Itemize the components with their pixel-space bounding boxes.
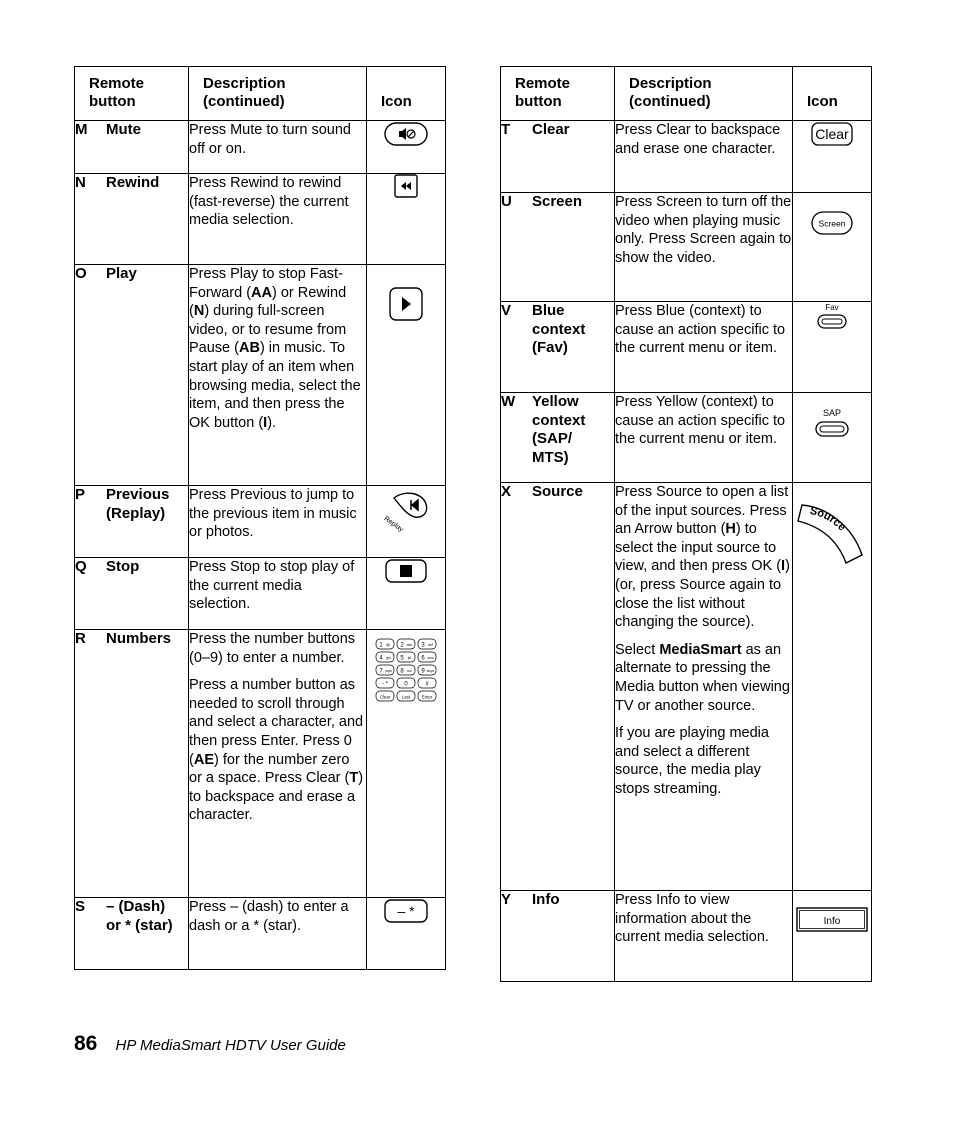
keypad-key-label: # (425, 681, 429, 688)
row-button-name: Clear (532, 121, 570, 138)
row-button-name: Yellow context (SAP/ MTS) (532, 393, 586, 466)
svg-text:Source (809, 505, 848, 534)
row-button-name: – (Dash) or * (star) (106, 898, 173, 934)
table-row (501, 193, 872, 302)
keypad-key-label: 2 (400, 642, 404, 649)
keypad-key-label: 5 (400, 655, 404, 662)
table-row (501, 302, 872, 393)
bold-ref: I (781, 558, 786, 575)
dash-star-icon-label: – * (397, 903, 415, 919)
row-description: Press Clear to backspace and erase one character. (615, 122, 781, 157)
keypad-key-label: - * (382, 681, 388, 688)
bold-ref: AB (238, 340, 260, 357)
row-button-name: Previous (Replay) (106, 486, 170, 522)
table-row (75, 121, 446, 174)
row-button-name: Blue context (Fav) (532, 302, 586, 357)
keypad-key-label: 4 (379, 655, 383, 662)
header-icon: Icon (793, 67, 872, 121)
row-button-name: Mute (106, 121, 141, 138)
right-button-table (500, 66, 872, 982)
fav-icon-label: Fav (825, 303, 839, 312)
rewind-icon (367, 174, 446, 265)
keypad-key-label: 0 (404, 681, 408, 688)
table-row (75, 898, 446, 970)
row-letter: X (501, 483, 512, 500)
bold-ref: AA (251, 284, 272, 301)
row-description: Press – (dash) to enter a dash or a * (star). (189, 899, 349, 934)
row-description: Press the number buttons (0–9) to enter a number. (189, 631, 356, 666)
row-description: Press Info to view information about the current media selection. (615, 892, 769, 946)
clear-icon-label: Clear (815, 126, 849, 142)
row-letter: S (75, 898, 86, 915)
bold-ref: I (263, 414, 268, 431)
keypad-key-sublabel: abc (406, 643, 413, 647)
keypad-key-sublabel: @/. (385, 643, 392, 647)
row-letter: Q (75, 558, 87, 575)
bold-ref: T (349, 770, 359, 787)
row-button-name: Source (532, 483, 583, 500)
row-description: Press Blue (context) to cause an action specific to the current menu or item. (615, 303, 786, 357)
keypad-key-sublabel: jkl (407, 656, 412, 660)
page-footer (74, 1032, 346, 1056)
table-row (501, 393, 872, 483)
info-icon-label: Info (823, 916, 841, 927)
row-letter: W (501, 393, 516, 410)
keypad-key-sublabel: tuv (407, 669, 412, 673)
keypad-key-label: Enter (421, 694, 433, 700)
bold-ref: AE (193, 751, 214, 768)
info-icon (793, 891, 872, 982)
table-row (75, 265, 446, 486)
keypad-key-sublabel: mno (427, 656, 434, 660)
row-letter: Y (501, 891, 512, 908)
sap-icon (793, 393, 872, 483)
header-remote-button: Remote button (501, 67, 615, 121)
row-letter: N (75, 174, 86, 191)
row-button-name: Play (106, 265, 137, 282)
row-button-name: Numbers (106, 630, 172, 647)
keypad-key-sublabel: wxyz (426, 669, 435, 673)
keypad-key-sublabel: def (428, 643, 433, 647)
fav-icon (793, 302, 872, 393)
keypad-key-label: 9 (421, 668, 425, 675)
row-letter: V (501, 302, 512, 319)
row-description: Press Stop to stop play of the current media selection. (189, 559, 355, 613)
table-row (75, 486, 446, 558)
row-letter: R (75, 630, 86, 647)
screen-icon (793, 193, 872, 302)
row-button-name: Info (532, 891, 560, 908)
header-description: Description (continued) (615, 67, 793, 121)
keypad-key-label: 1 (379, 642, 383, 649)
clear-icon (793, 121, 872, 193)
bold-ref: N (193, 303, 205, 320)
source-icon (793, 483, 872, 891)
replay-icon-label: Replay (382, 515, 405, 534)
table-header-row (501, 67, 872, 121)
keypad-key-label: 6 (421, 655, 425, 662)
keypad-key-label: Last (401, 694, 411, 700)
table-row (75, 174, 446, 265)
row-button-name: Screen (532, 193, 583, 210)
row-description: Press Screen to turn off the video when playing music only. Press Screen again to show the video. (615, 194, 792, 266)
row-description: Press Previous to jump to the previous item in music or photos. (189, 487, 357, 541)
header-icon: Icon (367, 67, 446, 121)
keypad-key-label: 3 (421, 642, 425, 649)
left-button-table (74, 66, 446, 970)
row-description: Press Yellow (context) to cause an action specific to the current menu or item. (615, 394, 786, 448)
screen-icon-label: Screen (818, 218, 846, 229)
row-letter: T (501, 121, 511, 138)
header-description: Description (continued) (189, 67, 367, 121)
guide-title: HP MediaSmart HDTV User Guide (115, 1037, 346, 1054)
table-row (501, 891, 872, 982)
stop-icon (367, 558, 446, 630)
bold-ref: H (725, 521, 736, 538)
row-button-name: Stop (106, 558, 140, 575)
row-description-2: Select MediaSmart as an alternate to pressing the Media button when viewing TV or another source. (615, 641, 790, 714)
bold-ref: MediaSmart (659, 641, 742, 658)
row-description-2: Press a number button as needed to scroll through and select a character, and then press Enter. Press 0 (AE) for the number zero or a space. Press Clear (T) to backspace and erase a character. (189, 677, 364, 824)
row-description: Press Play to stop Fast-Forward (AA) or Rewind (N) during full-screen video, or to resume from Pause (AB) in music. To start play of an item when browsing media, select the item, and then press the OK button (I). (189, 266, 361, 431)
row-letter: U (501, 193, 512, 210)
row-letter: P (75, 486, 86, 503)
numbers-keypad-icon (367, 630, 446, 898)
play-icon (367, 265, 446, 486)
table-row (501, 121, 872, 193)
row-letter: M (75, 121, 88, 138)
source-icon-label: Source (808, 504, 848, 534)
row-description: Press Source to open a list of the input sources. Press an Arrow button (H) to select the input source to view, and then press OK (I) (or, press Source again to close the list without changing the source). (615, 484, 790, 631)
row-description-3: If you are playing media and select a different source, the media play stops streaming. (615, 725, 769, 797)
page-number: 86 (74, 1032, 98, 1055)
header-remote-button: Remote button (75, 67, 189, 121)
keypad-key-sublabel: ghi (386, 656, 391, 660)
table-row (75, 558, 446, 630)
keypad-key-sublabel: pqrs (385, 669, 392, 673)
row-button-name: Rewind (106, 174, 160, 191)
keypad-key-label: 8 (400, 668, 404, 675)
table-header-row (75, 67, 446, 121)
replay-icon (367, 486, 446, 558)
table-row (75, 630, 446, 898)
row-letter: O (75, 265, 87, 282)
row-description: Press Rewind to rewind (fast-reverse) the current media selection. (189, 175, 349, 229)
keypad-key-label: Clear (379, 694, 391, 700)
keypad-key-label: 7 (379, 668, 383, 675)
mute-icon (367, 121, 446, 174)
dash-star-icon (367, 898, 446, 970)
sap-icon-label: SAP (822, 408, 842, 418)
table-row (501, 483, 872, 891)
row-description: Press Mute to turn sound off or on. (189, 122, 351, 157)
